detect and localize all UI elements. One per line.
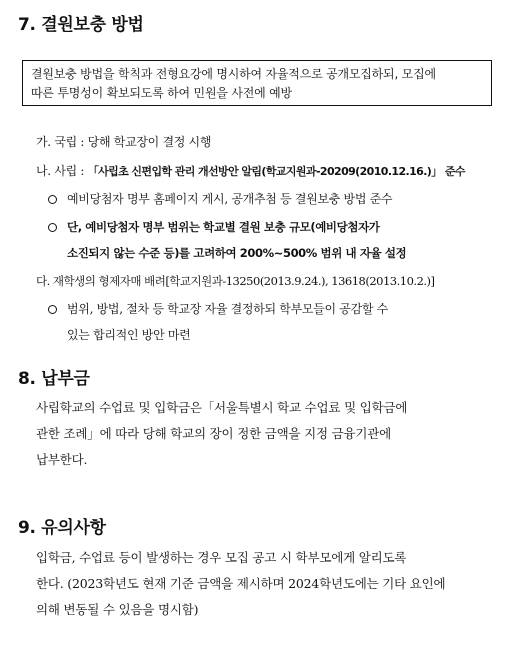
bullet-2-line-2: 소진되지 않는 수준 등)를 고려하여 200%~500% 범위 내 자율 설정 [67,246,407,260]
section-8-line-2: 관한 조례」에 따라 당해 학교의 장이 정한 금액을 지정 금융기관에 [36,426,392,441]
item-ga: 가. 국립 : 당해 학교장이 결정 시행 [36,135,212,149]
circle-bullet-icon [48,223,57,232]
item-na-emphasis: 「사립초 신편입학 관리 개선방안 알림(학교지원과-20209(2010.12.16.)」 준수 [87,165,465,178]
section-9-line-3: 의해 변동될 수 있음을 명시함) [36,602,199,617]
summary-line-2: 따른 투명성이 확보되도록 하여 민원을 사전에 예방 [31,86,292,100]
item-na [36,162,465,181]
bullet-3 [48,300,388,318]
bullet-2-line-1: 단, 예비당첨자 명부 범위는 학교별 결원 보충 규모(예비당첨자가 [67,220,380,234]
circle-bullet-icon [48,195,57,204]
item-da: 다. 재학생의 형제자매 배려[학교지원과-13250(2013.9.24.), 13618(2013.10.2.)] [36,274,435,288]
section-8-line-3: 납부한다. [36,452,88,467]
summary-box [22,60,492,106]
section-8-body [36,395,498,473]
section-7-title: 7. 결원보충 방법 [18,15,144,35]
circle-bullet-icon [48,305,57,314]
summary-line-1: 결원보충 방법을 학칙과 전형요강에 명시하여 자율적으로 공개모집하되, 모집에 [31,67,436,81]
section-9-line-2: 한다. (2023학년도 현재 기준 금액을 제시하며 2024학년도에는 기타 요인에 [36,576,446,591]
bullet-3-line-1: 범위, 방법, 절차 등 학교장 자율 결정하되 학부모들이 공감할 수 [67,302,388,316]
section-8-line-1: 사립학교의 수업료 및 입학금은「서울특별시 학교 수업료 및 입학금에 [36,400,408,415]
section-9-line-1: 입학금, 수업료 등이 발생하는 경우 모집 공고 시 학부모에게 알리도록 [36,550,407,565]
item-na-prefix: 나. 사립 : [36,164,88,178]
bullet-3-line-2: 있는 합리적인 방안 마련 [67,328,191,342]
section-9-body [36,545,498,623]
section-9-title: 9. 유의사항 [18,518,106,538]
bullet-1 [48,190,392,208]
section-8-title: 8. 납부금 [18,369,90,389]
bullet-2 [48,218,379,236]
bullet-1-text: 예비당첨자 명부 홈페이지 게시, 공개추첨 등 결원보충 방법 준수 [67,192,393,206]
